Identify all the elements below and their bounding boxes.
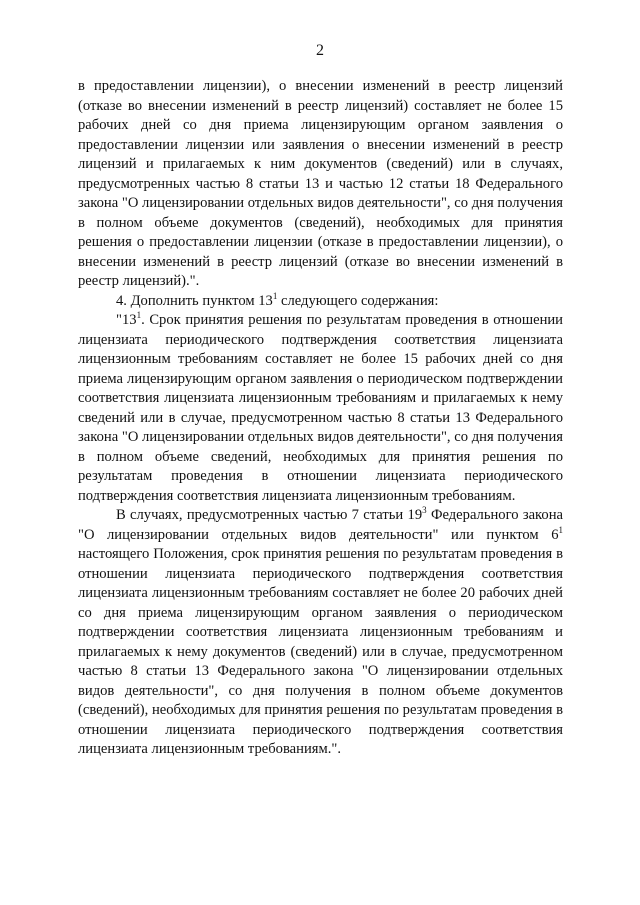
amendment-4-text-end: следующего содержания: xyxy=(277,292,439,309)
paragraph-licensing-term: в предоставлении лицензии), о внесении изменений в реестр лицензий (отказе во внесении изменений в реестр лицензий) составляет не более 15 рабочих дней со дня приема лицензирующим органом заявления о предоставлении лицензии или заявления о внесении изменений в реестр лицензий и прилагаемых к ним документов (сведений) или в случаях, предусмотренных частью 8 статьи 13 и частью 12 статьи 18 Федерального закона "О лицензировании отдельных видов деятельности", со дня получения в полном объеме документов (сведений), необходимых для принятия решения о предоставлении лицензии (отказе в предоставлении лицензии), о внесении изменений в реестр лицензий (отказе во внесении изменений в реестр лицензий).". xyxy=(78,78,563,289)
item-13-1-number: "13 xyxy=(116,312,137,328)
document-body xyxy=(78,77,563,760)
special-cases-text-2: Федерального закона "О лицензировании отдельных видов деятельности" или пунктом 6 xyxy=(78,507,563,543)
amendment-4-text: 4. Дополнить пунктом 13 xyxy=(116,292,273,309)
page-number: 2 xyxy=(316,42,324,59)
item-13-1-text: . Срок принятия решения по результатам проведения в отношении лицензиата периодического подтверждения соответствия лицензиата лицензионным требованиям составляет не более 15 рабочих дней со дня приема лицензирующим органом заявления о периодическом подтверждении соответствия лицензиата лицензионным требованиям и прилагаемых к нему сведений или в случае, предусмотренном частью 8 статьи 13 Федерального закона "О лицензировании отдельных видов деятельности", со дня получения в полном объеме сведений, необходимых для принятия решения по результатам проведения в отношении лицензиата периодического подтверждения соответствия лицензиата лицензионным требованиям. xyxy=(78,312,563,504)
item-13-1-superscript: 1 xyxy=(136,310,142,320)
paragraph-amendment-4 xyxy=(78,292,563,312)
special-cases-superscript-1: 3 xyxy=(422,505,427,515)
amendment-4-superscript: 1 xyxy=(272,290,278,301)
paragraph-special-cases xyxy=(78,506,563,760)
paragraph-item-13-1 xyxy=(78,311,563,506)
special-cases-text-3: настоящего Положения, срок принятия решения по результатам проведения в отношении лицензиата периодического подтверждения соответствия лицензиата лицензионным требованиям составляет не более 20 рабочих дней со дня приема лицензирующим органом заявления о периодическом подтверждении соответствия лицензиата лицензионным требованиям и прилагаемых к нему документов (сведений) или в случае, предусмотренном частью 8 статьи 13 Федерального закона "О лицензировании отдельных видов деятельности", со дня получения в полном объеме документов (сведений), необходимых для принятия решения по результатам проведения в отношении лицензиата периодического подтверждения соответствия лицензиата лицензионным требованиям.". xyxy=(78,546,563,757)
special-cases-superscript-2: 1 xyxy=(558,524,563,535)
special-cases-text-1: В случаях, предусмотренных частью 7 статьи 19 xyxy=(116,507,423,523)
